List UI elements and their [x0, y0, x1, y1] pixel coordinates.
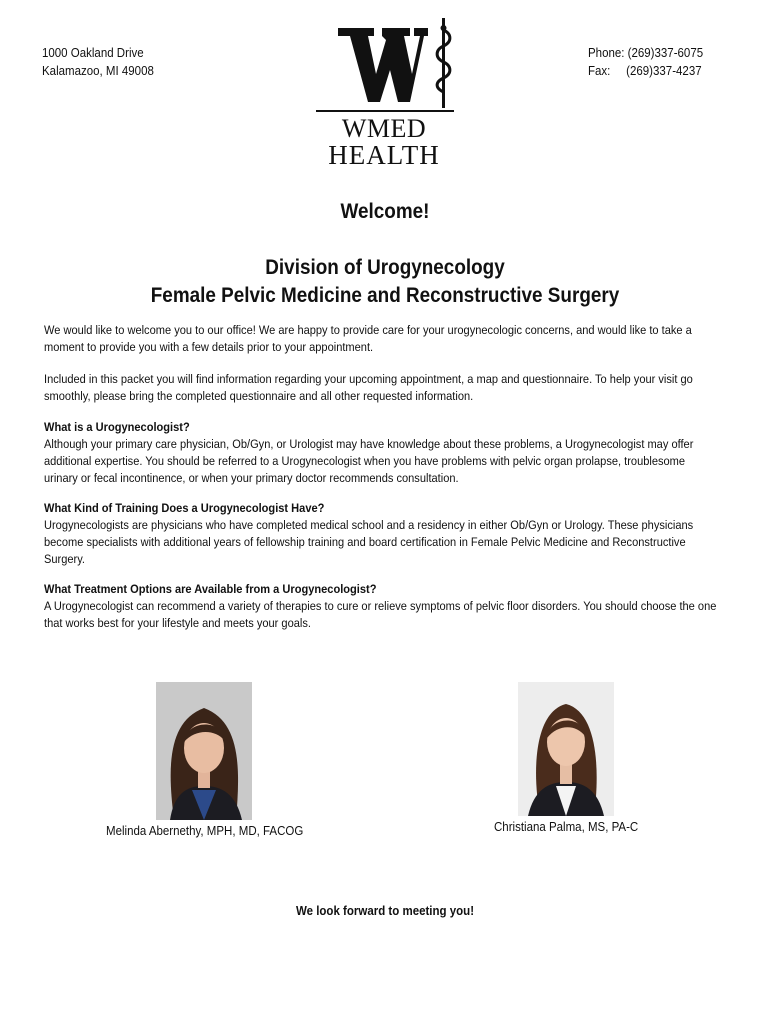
packet-paragraph [44, 371, 717, 405]
provider-name-abernethy: Melinda Abernethy, MPH, MD, FACOG [106, 824, 304, 838]
section-text: A Urogynecologist can recommend a variety of therapies to cure or relieve symptoms of pelvic floor disorders. You should choose the one that works best for your lifestyle and meets your goals. [44, 599, 717, 630]
fax-row [588, 62, 703, 80]
section-heading: What Treatment Options are Available from a Urogynecologist? [44, 582, 377, 596]
address-line1: 1000 Oakland Drive [42, 46, 144, 60]
section-training [44, 500, 717, 568]
phone-value: (269)337-6075 [627, 46, 704, 60]
section-heading: What Kind of Training Does a Urogynecologist Have? [44, 501, 325, 515]
specialty-title: Female Pelvic Medicine and Reconstructive Surgery [150, 284, 620, 307]
intro-paragraph [44, 322, 717, 356]
welcome-heading: Welcome! [340, 200, 430, 223]
phone-label: Phone: [588, 46, 625, 60]
division-title: Division of Urogynecology [265, 256, 505, 279]
provider-photo-abernethy [156, 682, 252, 820]
contact-block [588, 44, 703, 80]
fax-value: (269)337-4237 [626, 64, 702, 78]
phone-row [588, 44, 703, 62]
intro-text: We would like to welcome you to our office! We are happy to provide care for your urogynecologic concerns, and would like to take a moment to provide you with a few details prior to your appointment. [44, 323, 692, 354]
section-treatment [44, 581, 717, 632]
logo-text-wmed: WMED [341, 114, 427, 143]
section-heading: What is a Urogynecologist? [44, 420, 190, 434]
section-text: Urogynecologists are physicians who have completed medical school and a residency in either Ob/Gyn or Urology. These physicians become specialists with additional years of fellowship training and board certification in Female Pelvic Medicine and Reconstructive Surgery. [44, 518, 694, 566]
address-line2: Kalamazoo, MI 49008 [42, 64, 154, 78]
address-block [42, 44, 154, 80]
logo-divider [316, 110, 454, 112]
section-text: Although your primary care physician, Ob/Gyn, or Urologist may have knowledge about these problems, a Urogynecologist may offer additional expertise. You should be referred to a Urogynecologist when you have problems with pelvic organ prolapse, troublesome urinary or fecal incontinence, or when your primary doctor recommends consultation. [44, 437, 694, 485]
closing-line: We look forward to meeting you! [295, 904, 475, 918]
provider-name-palma: Christiana Palma, MS, PA-C [494, 820, 639, 834]
wmed-logo-mark-icon [316, 18, 456, 113]
logo-text-health: HEALTH [328, 140, 440, 170]
fax-label: Fax: [588, 64, 611, 78]
wmed-health-logo [316, 18, 456, 168]
section-what-is [44, 419, 717, 487]
packet-text: Included in this packet you will find information regarding your upcoming appointment, a map and questionnaire. To help your visit go smoothly, please bring the completed questionnaire and all other requested information. [44, 372, 693, 403]
provider-photo-palma [518, 682, 614, 816]
